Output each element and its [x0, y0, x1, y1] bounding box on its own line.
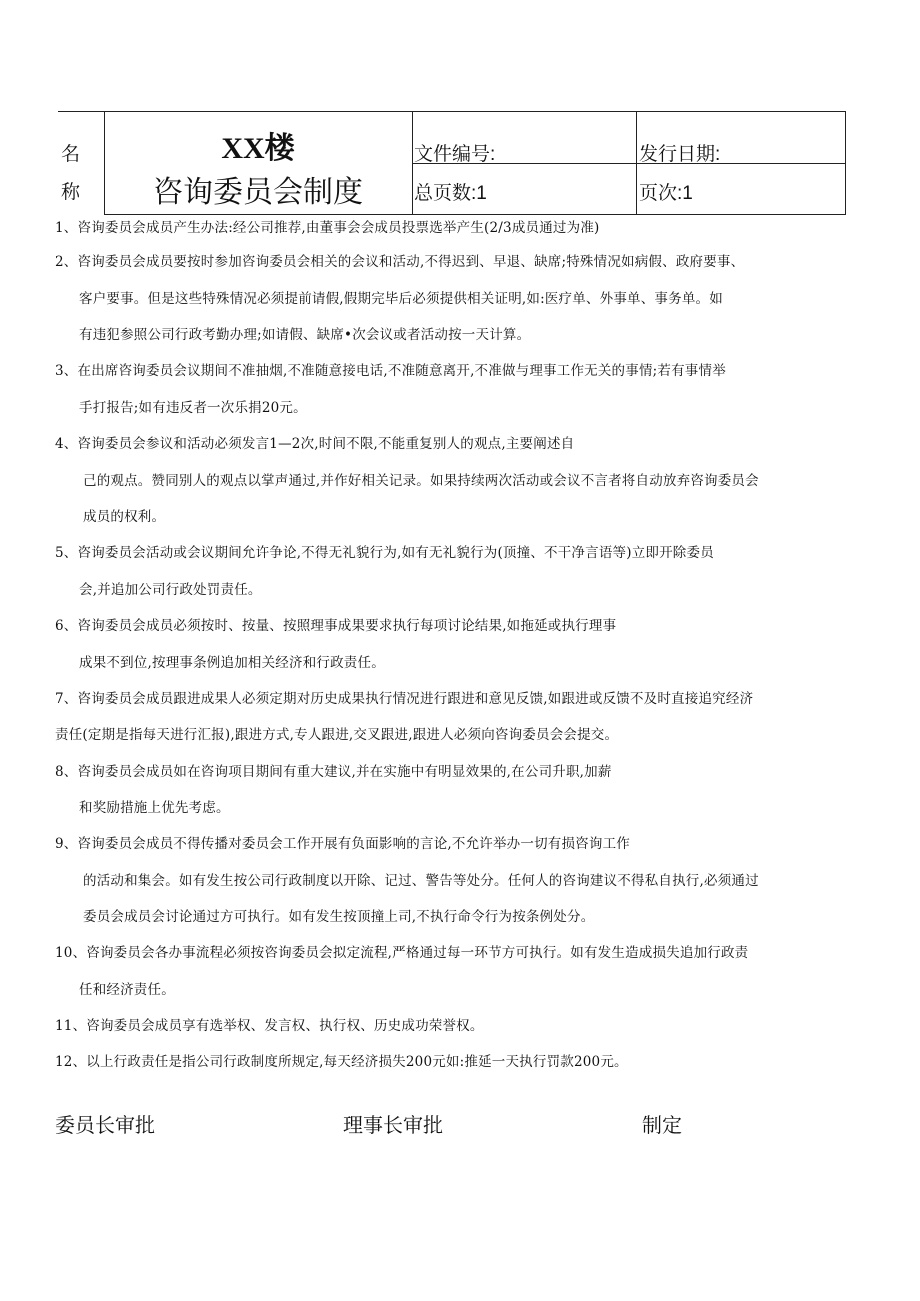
- document-title: XX楼: [221, 132, 295, 165]
- clause-line: 己的观点。赞同别人的观点以掌声通过,并作好相关记录。如果持续两次活动或会议不言者将自动放弃咨询委员会: [83, 473, 759, 489]
- issue-date-label: 发行日期:: [639, 144, 721, 165]
- maker-label: 制定: [642, 1115, 682, 1137]
- total-pages-label: 总页数:1: [414, 183, 487, 204]
- clause-line: 9、咨询委员会成员不得传播对委员会工作开展有负面影响的言论,不允许举办一切有损咨询工作: [55, 836, 630, 852]
- director-approval-label: 理事长审批: [343, 1115, 443, 1137]
- document-header: [58, 111, 846, 215]
- name-label: 名: [61, 143, 81, 165]
- clause-line: 4、咨询委员会参议和活动必须发言1—2次,时间不限,不能重复别人的观点,主要阐述自: [55, 436, 575, 452]
- file-number-label: 文件编号:: [414, 144, 496, 165]
- clause-line: 成果不到位,按理事条例追加相关经济和行政责任。: [79, 655, 385, 671]
- clause-line: 7、咨询委员会成员跟进成果人必须定期对历史成果执行情况进行跟进和意见反馈,如跟进或反馈不及时直接追究经济: [55, 691, 754, 707]
- document-subtitle: 咨询委员会制度: [153, 176, 363, 209]
- clause-line: 客户要事。但是这些特殊情况必须提前请假,假期完毕后必须提供相关证明,如:医疗单、外事单、事务单。如: [79, 291, 723, 307]
- clause-line: 2、咨询委员会成员要按时参加咨询委员会相关的会议和活动,不得迟到、早退、缺席;特殊情况如病假、政府要事、: [55, 254, 745, 270]
- header-bottom-border: [104, 214, 846, 215]
- clause-line: 3、在出席咨询委员会议期间不准抽烟,不准随意接电话,不准随意离开,不准做与理事工作无关的事情;若有事情举: [55, 363, 726, 379]
- page-number-label: 页次:1: [639, 183, 693, 204]
- clause-line: 1、咨询委员会成员产生办法:经公司推荐,由董事会会成员投票选举产生(2/3成员通过为准): [55, 220, 600, 236]
- clause-line: 5、咨询委员会活动或会议期间允许争论,不得无礼貌行为,如有无礼貌行为(顶撞、不干净言语等)立即开除委员: [55, 545, 714, 561]
- clause-line: 成员的权利。: [83, 509, 166, 525]
- clause-line: 会,并追加公司行政处罚责任。: [79, 582, 262, 598]
- clause-line: 任和经济责任。: [79, 982, 175, 998]
- clause-line: 责任(定期是指每天进行汇报),跟进方式,专人跟进,交叉跟进,跟进人必须向咨询委员会会提交。: [55, 727, 619, 743]
- clause-line: 的活动和集会。如有发生按公司行政制度以开除、记过、警告等处分。任何人的咨询建议不得私自执行,必须通过: [83, 873, 759, 889]
- chairman-approval-label: 委员长审批: [55, 1115, 155, 1137]
- header-top-border: [58, 111, 846, 112]
- clause-line: 手打报告;如有违反者一次乐捐20元。: [79, 400, 307, 416]
- clause-line: 和奖励措施上优先考虑。: [79, 800, 230, 816]
- clause-line: 10、咨询委员会各办事流程必须按咨询委员会拟定流程,严格通过每一环节方可执行。如有发生造成损失追加行政责: [55, 945, 749, 961]
- clause-line: 12、以上行政责任是指公司行政制度所规定,每天经济损失200元如:推延一天执行罚款200元。: [55, 1054, 628, 1070]
- clause-line: 11、咨询委员会成员享有选举权、发言权、执行权、历史成功荣誉权。: [55, 1018, 484, 1034]
- clause-line: 委员会成员会讨论通过方可执行。如有发生按顶撞上司,不执行命令行为按条例处分。: [83, 909, 595, 925]
- name-label: 称: [61, 181, 81, 203]
- clause-line: 有违犯参照公司行政考勤办理;如请假、缺席•次会议或者活动按一天计算。: [79, 327, 531, 343]
- clause-line: 8、咨询委员会成员如在咨询项目期间有重大建议,并在实施中有明显效果的,在公司升职,加薪: [55, 764, 612, 780]
- clause-line: 6、咨询委员会成员必须按时、按量、按照理事成果要求执行每项讨论结果,如拖延或执行理事: [55, 618, 617, 634]
